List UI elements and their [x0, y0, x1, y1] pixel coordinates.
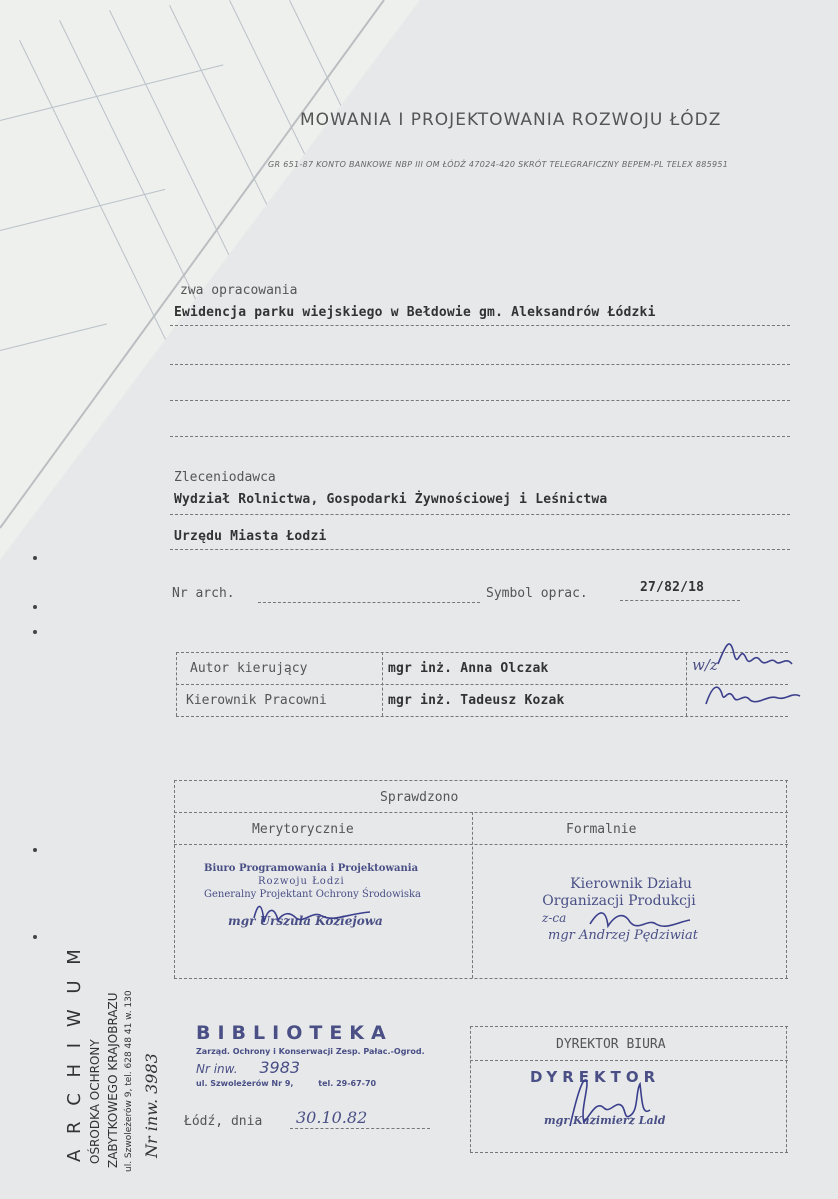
- title-line-1: [170, 325, 790, 326]
- stamp2-note: z-ca: [542, 911, 567, 925]
- director-stamp: DYREKTOR: [530, 1068, 661, 1086]
- director-box-bottom: [470, 1152, 788, 1153]
- archive-label: Nr arch.: [172, 586, 235, 601]
- verify-col-substantive: Merytorycznie: [252, 822, 354, 837]
- stamp2-line-2: Organizacji Produkcji: [542, 893, 696, 909]
- symbol-value-line: [620, 600, 740, 601]
- library-phone: tel. 29-67-70: [318, 1079, 377, 1088]
- punch-hole: [33, 605, 37, 609]
- author-name-2: mgr inż. Tadeusz Kozak: [388, 693, 565, 708]
- director-signature: [560, 1070, 670, 1138]
- title-line-2: [170, 364, 790, 365]
- stamp1-name: mgr Urszula Koziejowa: [228, 914, 383, 928]
- stamp1-signature: [250, 898, 380, 938]
- verify-title-rule: [174, 812, 788, 813]
- verify-col-formal: Formalnie: [566, 822, 637, 837]
- authors-table-div1: [382, 652, 383, 716]
- director-box-left: [470, 1026, 471, 1152]
- archive-value-line: [258, 602, 480, 603]
- author-role-2: Kierownik Pracowni: [186, 693, 327, 708]
- library-inventory: [196, 1058, 425, 1077]
- verify-table-bottom: [174, 978, 788, 979]
- institution-header: MOWANIA I PROJEKTOWANIA ROZWOJU ŁÓDZ: [300, 110, 722, 130]
- authors-note: w/z: [692, 656, 718, 674]
- title-line-3: [170, 400, 790, 401]
- verify-title: Sprawdzono: [380, 790, 459, 805]
- library-line-1: Zarząd. Ochrony i Konserwacji Zesp. Pałac.-Ogrod.: [196, 1047, 425, 1056]
- client-rule-2: [170, 549, 790, 550]
- verify-table-left: [174, 780, 175, 978]
- punch-hole: [33, 848, 37, 852]
- library-title: BIBLIOTEKA: [196, 1022, 393, 1044]
- client-label: Zleceniodawca: [174, 470, 276, 485]
- director-box-mid: [470, 1060, 788, 1061]
- library-address: ul. Szwoleżerów Nr 9,: [196, 1079, 294, 1088]
- authors-table-div2: [686, 652, 687, 716]
- date-line: [290, 1128, 430, 1129]
- archive-stamp-line-1: A R C H I W U M: [64, 944, 85, 1162]
- verify-table-top: [174, 780, 788, 781]
- stamp1-line-1: Biuro Programowania i Projektowania: [204, 863, 419, 874]
- authors-table-left: [176, 652, 177, 716]
- stamp2-name: mgr Andrzej Pędziwiat: [548, 928, 699, 943]
- archive-stamp-line-2: OŚRODKA OCHRONY: [88, 1039, 102, 1164]
- client-line-1: Wydział Rolnictwa, Gospodarki Żywnościowej i Leśnictwa: [174, 492, 608, 507]
- director-box-right: [786, 1026, 787, 1152]
- library-stamp: [196, 1022, 425, 1088]
- library-number: 3983: [259, 1058, 301, 1077]
- archive-stamp-line-4: ul. Szwoleżerów 9, tel. 628 48 41 w. 130: [124, 990, 134, 1172]
- date-label: Łódź, dnia: [184, 1114, 263, 1129]
- punch-hole: [33, 556, 37, 560]
- director-box-top: [470, 1026, 788, 1027]
- stamp1-line-3: Generalny Projektant Ochrony Środowiska: [204, 889, 421, 900]
- author-role-1: Autor kierujący: [190, 661, 308, 676]
- institution-details: GR 651-87 KONTO BANKOWE NBP III OM ŁÓDŹ 47024-420 SKRÓT TELEGRAFICZNY BEPEM-PL TELEX 885951: [268, 160, 729, 169]
- punch-hole: [33, 935, 37, 939]
- verify-table-right: [786, 780, 787, 978]
- symbol-value: 27/82/18: [640, 580, 705, 595]
- client-rule-1: [170, 514, 790, 515]
- author-signatures: [688, 634, 808, 728]
- library-nr-label: Nr inw.: [196, 1062, 238, 1076]
- handwritten-inventory: Nr inw. 3983: [142, 1053, 161, 1158]
- stamp2-signature: [586, 904, 696, 942]
- director-name: mgr Kazimierz Lald: [544, 1114, 666, 1127]
- title-line-4: [170, 436, 790, 437]
- title-value: Ewidencja parku wiejskiego w Bełdowie gm. Aleksandrów Łódzki: [174, 305, 656, 320]
- author-name-1: mgr inż. Anna Olczak: [388, 661, 549, 676]
- library-address-row: [196, 1079, 425, 1088]
- stamp2-line-1: Kierownik Działu: [570, 876, 692, 892]
- date-value: 30.10.82: [296, 1108, 368, 1127]
- verify-header-rule: [174, 844, 788, 845]
- archive-stamp-line-3: ZABYTKOWEGO KRAJOBRAZU: [106, 992, 120, 1168]
- director-label: DYREKTOR BIURA: [556, 1037, 666, 1052]
- verify-table-divider: [472, 812, 473, 978]
- punch-hole: [33, 630, 37, 634]
- stamp1-line-2: Rozwoju Łodzi: [258, 876, 345, 887]
- symbol-label: Symbol oprac.: [486, 586, 588, 601]
- client-line-2: Urzędu Miasta Łodzi: [174, 529, 327, 544]
- title-label: zwa opracowania: [180, 283, 298, 298]
